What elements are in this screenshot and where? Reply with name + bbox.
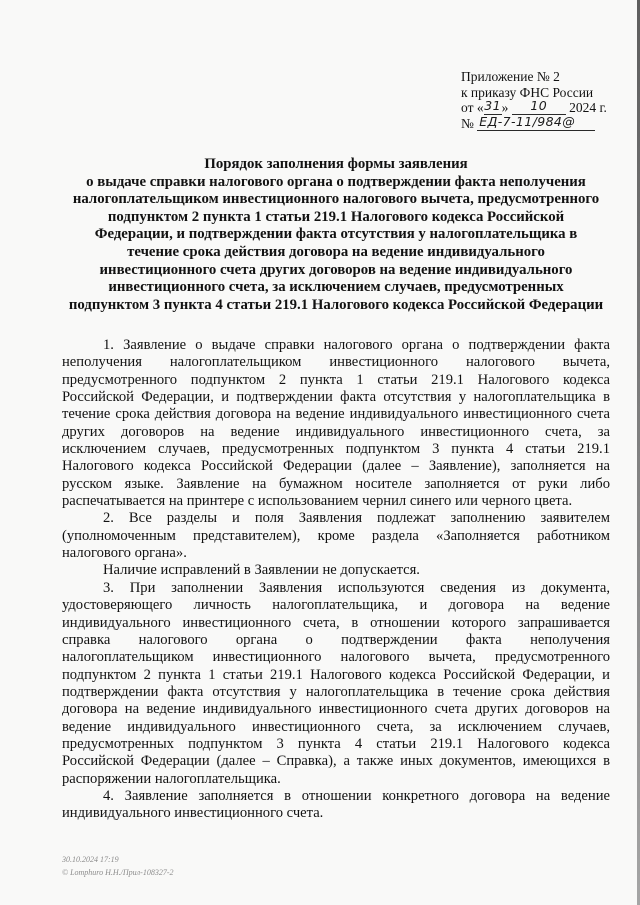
- paragraph-line: налогового органа».: [62, 545, 187, 562]
- paragraph-line: индивидуального инвестиционного счета.: [62, 805, 324, 822]
- paragraph-line: подпунктом 2 пункта 1 статьи 219.1 Налогового кодекса Российской Федерации, и: [62, 666, 610, 683]
- paragraph-line: подтверждении факта отсутствия у налогоплательщика в течение срока действия: [62, 683, 610, 700]
- paragraph-line: 3. При заполнении Заявления используются сведения из документа,: [103, 579, 610, 596]
- paragraph-line: исключением случаев, предусмотренных подпунктом 3 пункта 4 статьи 219.1: [62, 441, 610, 458]
- paragraph-line: ведение индивидуального инвестиционного счета, за исключением случаев,: [62, 718, 610, 735]
- paragraph-line: 4. Заявление заполняется в отношении конкретного договора на ведение: [103, 787, 610, 804]
- paragraph-line: индивидуального инвестиционного счета, в отношении которого запрашивается: [62, 614, 610, 631]
- document-footer: [62, 853, 174, 879]
- title-line: Порядок заполнения формы заявления: [204, 156, 468, 172]
- date-quote-close: »: [501, 100, 509, 115]
- title-line: инвестиционного счета других договоров на ведение индивидуального: [99, 261, 573, 278]
- paragraph-line: Российской Федерации, и подтверждении факта отсутствия у налогоплательщика в: [62, 389, 610, 406]
- document-body: [62, 337, 610, 823]
- paragraph-line: предусмотренных подпунктом 3 пункта 4 статьи 219.1 Налогового кодекса: [62, 735, 610, 752]
- date-year: 2024 г.: [569, 100, 607, 115]
- title-line: подпунктом 2 пункта 1 статьи 219.1 Налогового кодекса Российской: [107, 208, 565, 225]
- document-title: [62, 156, 610, 314]
- title-line: Федерации, и подтверждении факта отсутствия у налогоплательщика в: [94, 226, 578, 243]
- paragraph-line: предусмотренного подпунктом 2 пункта 1 статьи 219.1 Налогового кодекса: [62, 371, 610, 388]
- paragraph-line: распечатывается на принтере с использованием чернил синего или черного цвета.: [62, 493, 573, 510]
- month-field: [512, 98, 566, 115]
- paragraph-1: [62, 337, 610, 510]
- number-field: [477, 113, 595, 131]
- order-reference: к приказу ФНС России: [461, 84, 594, 100]
- paragraph-line: договора на ведение индивидуального инвестиционного счета других договоров на: [62, 701, 610, 718]
- appendix-header: [461, 69, 607, 131]
- paragraph-4: [62, 788, 610, 823]
- paragraph-line: налогоплательщиком инвестиционного налогового вычета, предусмотренного: [62, 649, 610, 666]
- paragraph-line: Российской Федерации (далее – Справка), а также иных документов, имеющихся в: [62, 753, 610, 770]
- paragraph-line: русском языке. Заявление на бумажном носителе заполняется от руки либо: [62, 475, 610, 492]
- order-number: [461, 113, 607, 132]
- paragraph-line: 1. Заявление о выдаче справки налогового органа о подтверждении факта: [103, 337, 610, 353]
- paragraph-line: удостоверяющего личность налогоплательщика, и договора на ведение: [62, 597, 610, 614]
- paragraph-line: 2. Все разделы и поля Заявления подлежат заполнению заявителем: [103, 510, 610, 527]
- handwritten-order-number: ЕД-7-11/984@: [479, 113, 576, 129]
- title-line: инвестиционного счета, за исключением случаев, предусмотренных: [108, 279, 564, 296]
- paragraph-line: других договоров на ведение индивидуального инвестиционного счета, за: [62, 423, 610, 440]
- paragraph-line: справка налогового органа о подтверждении факта неполучения: [62, 631, 610, 648]
- handwritten-day: 31: [484, 98, 501, 113]
- title-line: налогоплательщиком инвестиционного налогового вычета, предусмотренного: [72, 191, 600, 208]
- paragraph-line: (уполномоченным представителем), кроме раздела «Заполняется работником: [62, 527, 610, 544]
- paragraph-line: течение срока действия договора на ведение индивидуального инвестиционного счета: [62, 406, 610, 423]
- title-line: о выдаче справки налогового органа о подтверждении факта неполучения: [86, 173, 586, 190]
- footer-timestamp: 30.10.2024 17:19: [62, 855, 119, 864]
- paragraph-line: Налогового кодекса Российской Федерации (далее – Заявление), заполняется на: [62, 458, 610, 475]
- appendix-label: Приложение № 2: [461, 69, 560, 84]
- day-field: [484, 98, 502, 115]
- paragraph-2-note: [62, 562, 610, 579]
- date-prefix: от «: [461, 100, 484, 115]
- paragraph-2: [62, 510, 610, 562]
- title-line: течение срока действия договора на ведение индивидуального: [127, 243, 545, 260]
- title-line: подпунктом 3 пункта 4 статьи 219.1 Налогового кодекса Российской Федерации: [68, 296, 604, 313]
- paragraph-line: неполучения налогоплательщиком инвестиционного налогового вычета,: [62, 354, 610, 371]
- paragraph-line: распоряжении налогоплательщика.: [62, 770, 281, 787]
- footer-file-reference: © Lomphuro Н.Н./Прил-108327-2: [62, 868, 174, 877]
- paragraph-line: Наличие исправлений в Заявлении не допускается.: [103, 562, 420, 579]
- handwritten-month: 10: [530, 98, 548, 113]
- number-sign: №: [461, 115, 474, 131]
- paragraph-3: [62, 580, 610, 788]
